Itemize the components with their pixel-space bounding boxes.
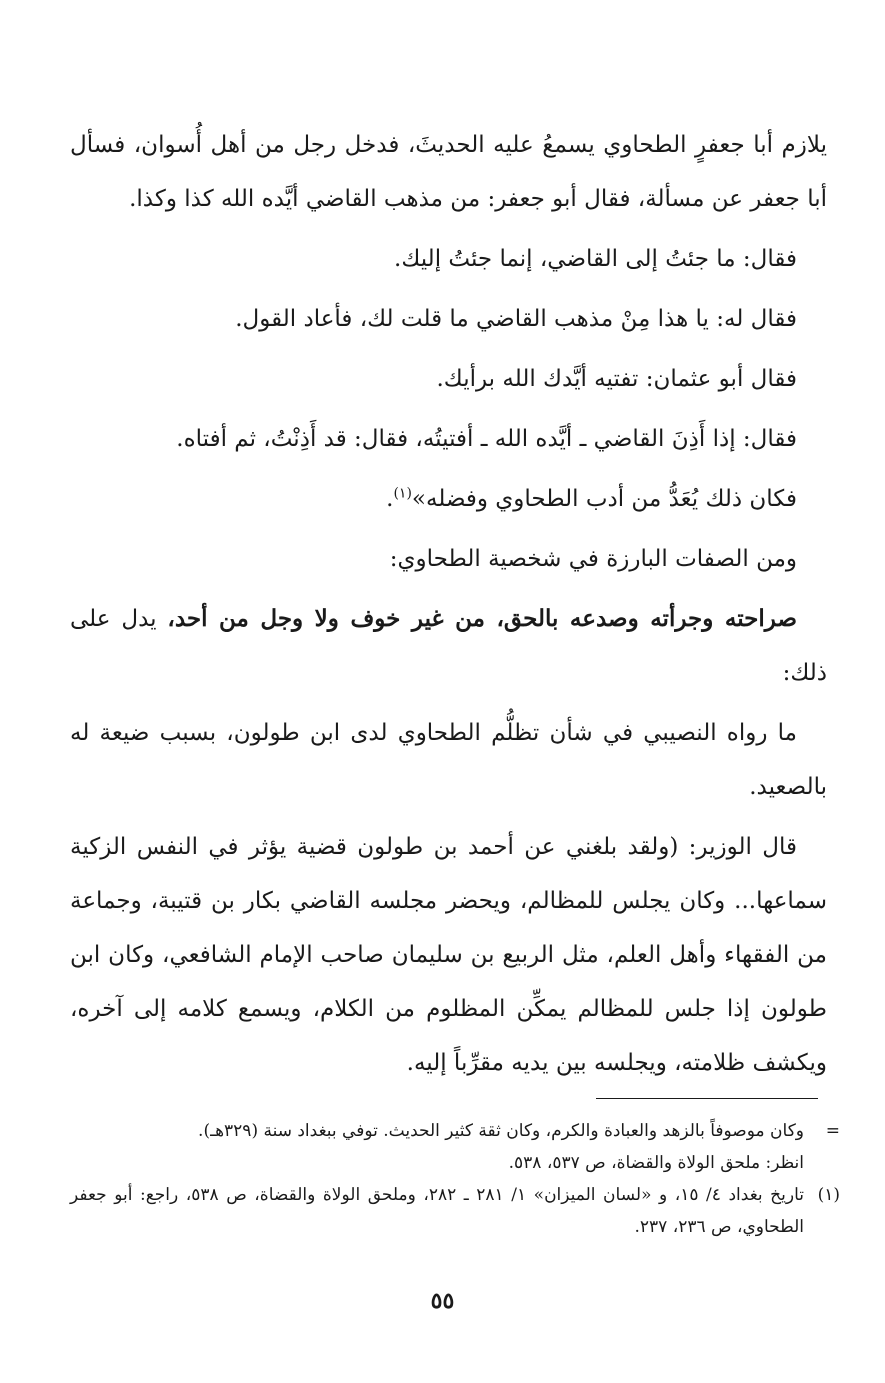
footnote-marker: =	[825, 1121, 840, 1141]
paragraph	[70, 472, 827, 526]
paragraph-text: قال الوزير: (ولقد بلغني عن أحمد بن طولون قضية يؤثر في النفس الزكية سماعها... وكان يجلس للمظالم، ويحضر مجلسه القاضي بكار بن قتيبة، وجماعة من الفقهاء وأهل العلم، مثل الربيع بن سليمان صاحب الإمام الشافعي، وكان ابن طولون إذا جلس للمظالم يمكِّن المظلوم من الكلام، ويسمع كلامه إلى آخره، ويكشف ظلامته، ويجلسه بين يديه مقرِّباً إليه.	[70, 834, 827, 1076]
paragraph-text: يلازم أبا جعفرٍ الطحاوي يسمعُ عليه الحديثَ، فدخل رجل من أهل أُسوان، فسأل أبا جعفر عن مسألة، فقال أبو جعفر: من مذهب القاضي أيَّده الله كذا وكذا.	[70, 132, 827, 212]
paragraph-text: فقال له: يا هذا مِنْ مذهب القاضي ما قلت لك، فأعاد القول.	[235, 306, 797, 332]
paragraph	[70, 532, 827, 586]
paragraph-text: فقال أبو عثمان: تفتيه أيَّدك الله برأيك.	[436, 366, 797, 392]
emphasized-text: صراحته وجرأته وصدعه بالحق، من غير خوف ولا وجل من أحد،	[167, 605, 797, 632]
paragraph	[70, 820, 827, 1090]
footnote-text: وكان موصوفاً بالزهد والعبادة والكرم، وكان ثقة كثير الحديث. توفي ببغداد سنة (٣٢٩هـ).	[198, 1121, 804, 1141]
paragraph-tail: .	[386, 486, 394, 512]
paragraph	[70, 412, 827, 466]
paragraph	[70, 352, 827, 406]
footnote-divider	[596, 1098, 818, 1099]
main-text	[70, 118, 827, 1090]
paragraph-text: ومن الصفات البارزة في شخصية الطحاوي:	[389, 546, 797, 572]
footnote-text: انظر: ملحق الولاة والقضاة، ص ٥٣٧، ٥٣٨.	[508, 1153, 804, 1173]
paragraph-text: فقال: ما جئتُ إلى القاضي، إنما جئتُ إليك.	[394, 246, 797, 272]
paragraph-text: يدل على ذلك:	[70, 606, 827, 686]
paragraph-text: فقال: إذا أَذِنَ القاضي ـ أيَّده الله ـ أفتيتُه، فقال: قد أَذِنْتُ، ثم أفتاه.	[176, 426, 797, 452]
footnote-text: تاريخ بغداد ٤/ ١٥، و «لسان الميزان» ١/ ٢٨١ ـ ٢٨٢، وملحق الولاة والقضاة، ص ٥٣٨، راجع: أبو جعفر الطحاوي، ص ٢٣٦، ٢٣٧.	[70, 1185, 804, 1237]
footnote-marker: (١)	[817, 1185, 840, 1205]
paragraph-text: ما رواه النصيبي في شأن تظلُّم الطحاوي لدى ابن طولون، بسبب ضيعة له بالصعيد.	[70, 720, 827, 800]
paragraph-text: فكان ذلك يُعَدُّ من أدب الطحاوي وفضله»	[411, 486, 797, 512]
paragraph	[70, 592, 827, 700]
footnote-reference: (١)	[393, 485, 412, 502]
page-number: ٥٥	[430, 1288, 455, 1314]
footnote-item	[70, 1179, 840, 1243]
paragraph	[70, 292, 827, 346]
paragraph	[70, 706, 827, 814]
footnote-item	[70, 1115, 840, 1147]
paragraph	[70, 232, 827, 286]
paragraph	[70, 118, 827, 226]
footnote-item	[70, 1147, 840, 1179]
footnotes	[70, 1115, 840, 1243]
